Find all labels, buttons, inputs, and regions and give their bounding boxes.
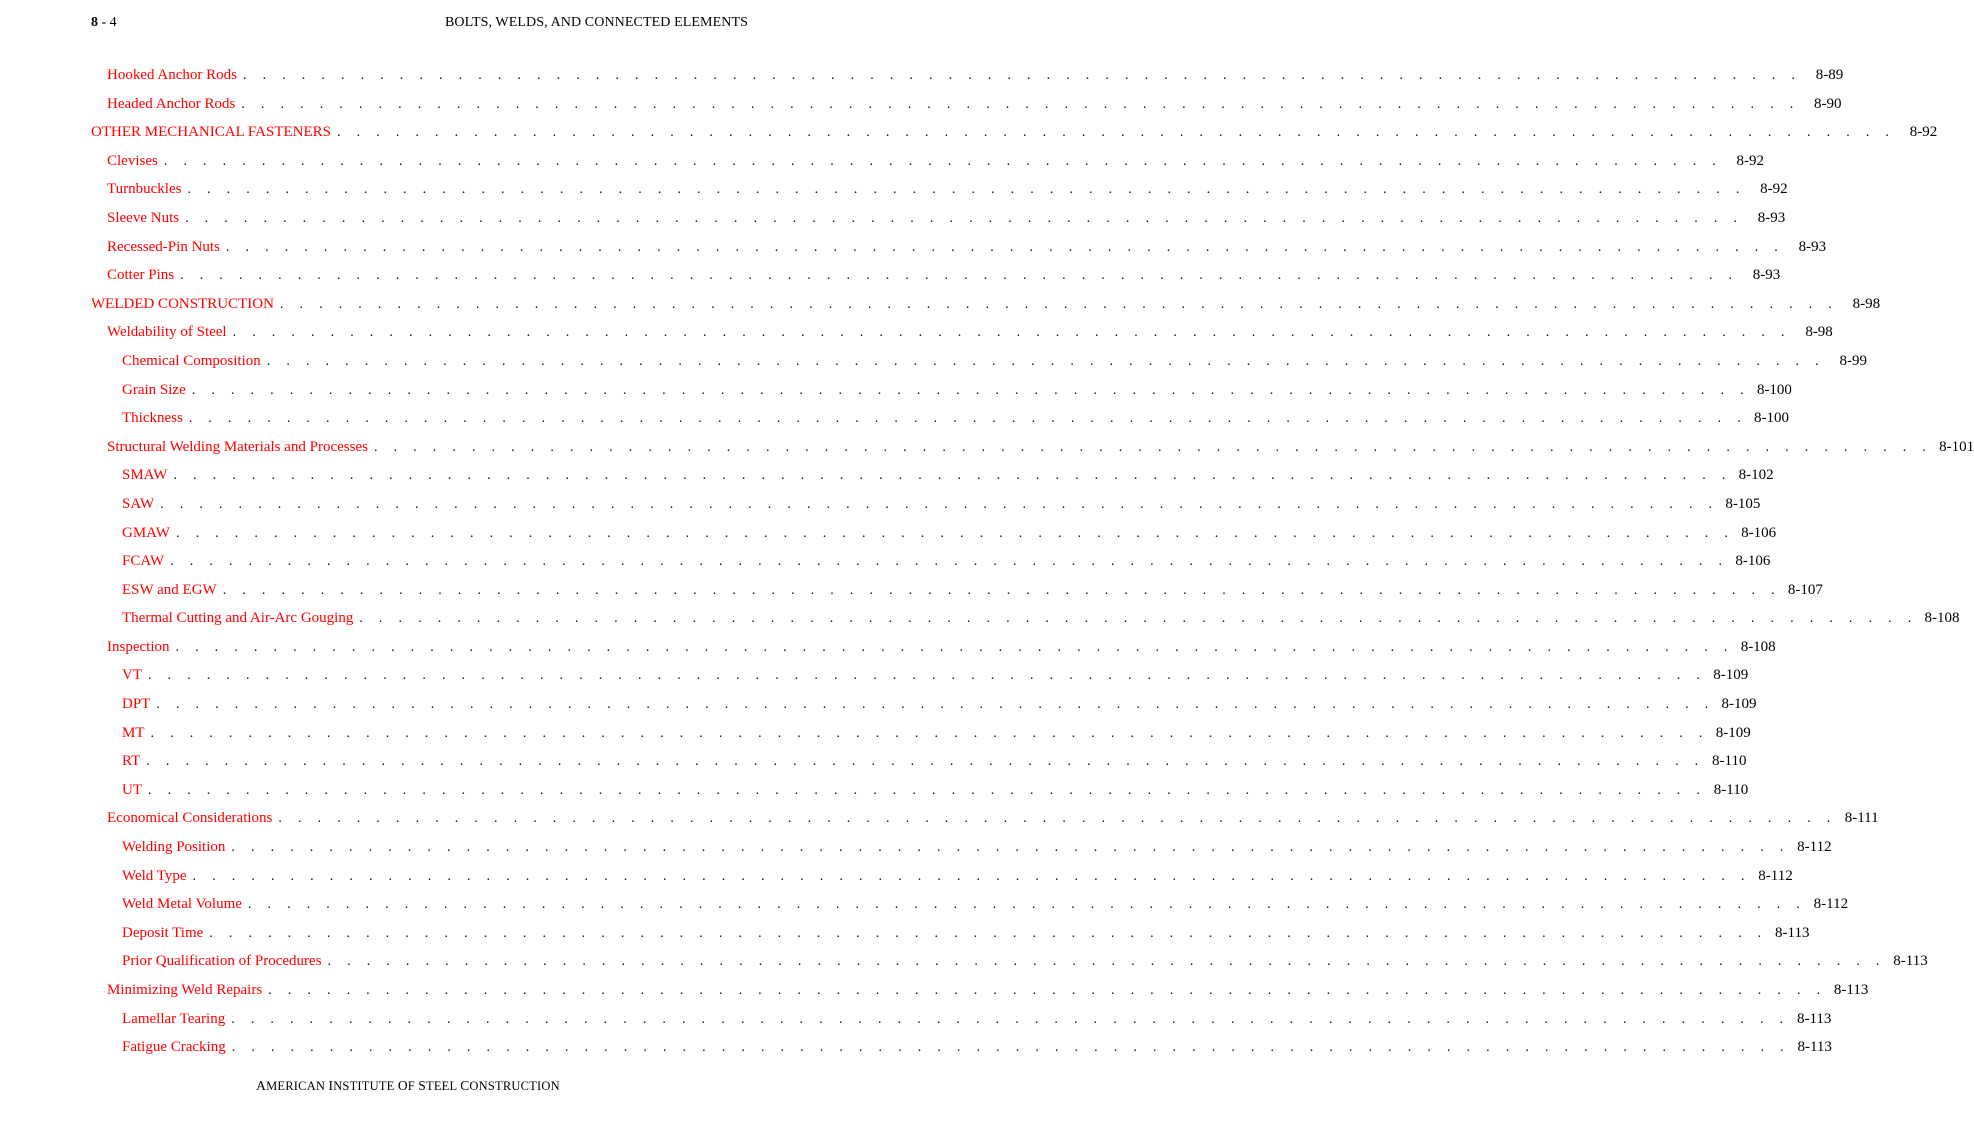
toc-entry[interactable] (91, 690, 1757, 719)
toc-entry[interactable] (91, 976, 1869, 1005)
toc-entry-link[interactable]: Recessed-Pin Nuts (107, 238, 220, 255)
toc-entry-page: 8-92 (1909, 124, 1938, 141)
toc-entry[interactable] (91, 347, 1867, 376)
toc-entry-page: 8-102 (1738, 467, 1774, 484)
table-of-contents (91, 61, 1974, 1062)
toc-entry-page: 8-106 (1741, 524, 1777, 541)
toc-entry-page: 8-109 (1713, 667, 1749, 684)
leader-dots: . . . . . . . . . . . . . . . . . . . . . . . . . . . . . . . . . . . . . . . . . . . . . . . . . . . . . . . . . . . . . . . . . . . . . . . . . . . . . . . . (231, 840, 1790, 856)
toc-entry-page: 8-108 (1924, 610, 1960, 627)
toc-entry-page: 8-99 (1839, 352, 1867, 369)
chapter-number: 8 (91, 15, 98, 30)
leader-dots: . . . . . . . . . . . . . . . . . . . . . . . . . . . . . . . . . . . . . . . . . . . . . . . . . . . . . . . . . . . . . . . . . . . . . . . . . . . . . . . . (160, 496, 1719, 512)
leader-dots: . . . . . . . . . . . . . . . . . . . . . . . . . . . . . . . . . . . . . . . . . . . . . . . . . . . . . . . . . . . . . . . . . . . . . . . . . . . . . . . . (225, 239, 1785, 255)
toc-entry-page: 8-89 (1815, 67, 1844, 83)
page-header (91, 15, 748, 37)
toc-entry-link[interactable]: UT (122, 781, 142, 798)
toc-entry-link[interactable]: Lamellar Tearing (122, 1010, 226, 1027)
toc-entry[interactable] (91, 604, 1960, 633)
toc-entry-link[interactable]: Fatigue Cracking (122, 1039, 226, 1056)
leader-dots: . . . . . . . . . . . . . . . . . . . . . . . . . . . . . . . . . . . . . . . . . . . . . . . . . . . . . . . . . . . . . . . . . . . . . . . . . . . . . . . . (175, 639, 1734, 655)
toc-entry-page: 8-100 (1754, 410, 1790, 427)
toc-entry[interactable] (91, 633, 1776, 662)
leader-dots: . . . . . . . . . . . . . . . . . . . . . . . . . . . . . . . . . . . . . . . . . . . . . . . . . . . . . . . . . . . . . . . . . . . . . . . . . . . . . . . . (268, 983, 1827, 998)
toc-entry[interactable] (91, 175, 1788, 204)
leader-dots: . . . . . . . . . . . . . . . . . . . . . . . . . . . . . . . . . . . . . . . . . . . . . . . . . . . . . . . . . . . . . . . . . . . . . . . . . . . . . . . . (170, 554, 1729, 570)
toc-entry[interactable] (91, 890, 1849, 919)
toc-entry-page: 8-108 (1740, 638, 1776, 655)
toc-entry-link[interactable]: Cotter Pins (107, 267, 175, 284)
toc-entry-page: 8-113 (1796, 1010, 1832, 1027)
toc-entry-page: 8-109 (1721, 696, 1757, 713)
toc-entry[interactable] (91, 661, 1749, 690)
toc-entry-page: 8-113 (1775, 924, 1810, 941)
toc-entry-link[interactable]: ESW and EGW (122, 581, 217, 598)
toc-entry-link[interactable]: Structural Welding Materials and Processes (107, 438, 368, 455)
toc-entry[interactable] (91, 547, 1771, 576)
toc-entry-link[interactable]: WELDED CONSTRUCTION (91, 295, 274, 312)
toc-entry-link[interactable]: Hooked Anchor Rods (107, 67, 237, 83)
running-title: BOLTS, WELDS, AND CONNECTED ELEMENTS (444, 15, 748, 30)
toc-entry-link[interactable]: VT (122, 667, 142, 684)
leader-dots: . . . . . . . . . . . . . . . . . . . . . . . . . . . . . . . . . . . . . . . . . . . . . . . . . . . . . . . . . . . . . . . . . . . . . . . . . . . . . . . . (156, 697, 1715, 713)
toc-entry[interactable] (91, 147, 1765, 176)
toc-entry-link[interactable]: Headed Anchor Rods (107, 95, 236, 112)
toc-entry-page: 8-98 (1852, 295, 1881, 312)
leader-dots: . . . . . . . . . . . . . . . . . . . . . . . . . . . . . . . . . . . . . . . . . . . . . . . . . . . . . . . . . . . . . . . . . . . . . . . . . . . . . . . . (185, 210, 1744, 226)
toc-entry-link[interactable]: Grain Size (122, 381, 186, 398)
toc-entry[interactable] (91, 519, 1777, 548)
toc-entry[interactable] (91, 318, 1833, 347)
toc-entry-link[interactable]: Weld Metal Volume (122, 896, 242, 913)
toc-entry-page: 8-113 (1833, 982, 1869, 998)
toc-entry[interactable] (91, 1033, 1832, 1062)
toc-entry[interactable] (91, 61, 1844, 90)
leader-dots: . . . . . . . . . . . . . . . . . . . . . . . . . . . . . . . . . . . . . . . . . . . . . . . . . . . . . . . . . . . . . . . . . . . . . . . . . . . . . . . . (173, 468, 1732, 484)
leader-dots: . . . . . . . . . . . . . . . . . . . . . . . . . . . . . . . . . . . . . . . . . . . . . . . . . . . . . . . . . . . . . . . . . . . . . . . . . . . . . . . . (163, 153, 1723, 169)
leader-dots: . . . . . . . . . . . . . . . . . . . . . . . . . . . . . . . . . . . . . . . . . . . . . . . . . . . . . . . . . . . . . . . . . . . . . . . . . . . . . . . . (327, 954, 1886, 970)
toc-entry-link[interactable]: Sleeve Nuts (107, 209, 180, 226)
toc-entry[interactable] (91, 118, 1938, 147)
leader-dots: . . . . . . . . . . . . . . . . . . . . . . . . . . . . . . . . . . . . . . . . . . . . . . . . . . . . . . . . . . . . . . . . . . . . . . . . . . . . . . . . (247, 897, 1807, 913)
toc-entry[interactable] (91, 747, 1747, 776)
toc-entry-page: 8-113 (1893, 953, 1928, 970)
toc-entry-page: 8-112 (1758, 867, 1793, 884)
toc-entry[interactable] (91, 804, 1879, 833)
toc-entry-page: 8-113 (1797, 1039, 1832, 1056)
toc-entry-page: 8-106 (1735, 553, 1771, 570)
toc-entry-page: 8-105 (1725, 495, 1761, 512)
leader-dots: . . . . . . . . . . . . . . . . . . . . . . . . . . . . . . . . . . . . . . . . . . . . . . . . . . . . . . . . . . . . . . . . . . . . . . . . . . . . . . . . (359, 611, 1918, 627)
toc-entry-link[interactable]: Minimizing Weld Repairs (107, 982, 263, 998)
leader-dots: . . . . . . . . . . . . . . . . . . . . . . . . . . . . . . . . . . . . . . . . . . . . . . . . . . . . . . . . . . . . . . . . . . . . . . . . . . . . . . . . (175, 525, 1735, 541)
toc-entry-page: 8-90 (1814, 95, 1842, 112)
toc-entry-link[interactable]: Chemical Composition (122, 352, 261, 369)
leader-dots: . . . . . . . . . . . . . . . . . . . . . . . . . . . . . . . . . . . . . . . . . . . . . . . . . . . . . . . . . . . . . . . . . . . . . . . . . . . . . . . . (188, 411, 1748, 427)
leader-dots: . . . . . . . . . . . . . . . . . . . . . . . . . . . . . . . . . . . . . . . . . . . . . . . . . . . . . . . . . . . . . . . . . . . . . . . . . . . . . . . . (241, 96, 1800, 112)
toc-entry-link[interactable]: Inspection (107, 638, 170, 655)
leader-dots: . . . . . . . . . . . . . . . . . . . . . . . . . . . . . . . . . . . . . . . . . . . . . . . . . . . . . . . . . . . . . . . . . . . . . . . . . . . . . . . . (146, 754, 1705, 770)
toc-entry-page: 8-101 (1939, 438, 1974, 455)
toc-entry-link[interactable]: OTHER MECHANICAL FASTENERS (91, 124, 332, 141)
toc-entry-page: 8-92 (1760, 181, 1788, 198)
toc-entry-link[interactable]: Weldability of Steel (107, 324, 227, 341)
leader-dots: . . . . . . . . . . . . . . . . . . . . . . . . . . . . . . . . . . . . . . . . . . . . . . . . . . . . . . . . . . . . . . . . . . . . . . . . . . . . . . . . (232, 325, 1791, 341)
page-number-value: 4 (109, 15, 117, 30)
toc-entry[interactable] (91, 719, 1751, 748)
toc-entry-page: 8-109 (1715, 724, 1751, 741)
toc-entry[interactable] (91, 376, 1792, 405)
toc-entry-page: 8-92 (1736, 152, 1765, 169)
leader-dots: . . . . . . . . . . . . . . . . . . . . . . . . . . . . . . . . . . . . . . . . . . . . . . . . . . . . . . . . . . . . . . . . . . . . . . . . . . . . . . . . (191, 382, 1750, 398)
toc-entry-page: 8-111 (1844, 810, 1879, 827)
publisher-name: AMERICAN INSTITUTE OF STEEL CONSTRUCTION (256, 1078, 560, 1093)
leader-dots: . . . . . . . . . . . . . . . . . . . . . . . . . . . . . . . . . . . . . . . . . . . . . . . . . . . . . . . . . . . . . . . . . . . . . . . . . . . . . . . . (243, 68, 1802, 83)
toc-entry-page: 8-100 (1756, 381, 1792, 398)
toc-entry-link[interactable]: Turnbuckles (107, 181, 182, 198)
leader-dots: . . . . . . . . . . . . . . . . . . . . . . . . . . . . . . . . . . . . . . . . . . . . . . . . . . . . . . . . . . . . . . . . . . . . . . . . . . . . . . . . (192, 868, 1751, 884)
toc-entry-page: 8-112 (1797, 839, 1832, 856)
toc-entry[interactable] (91, 919, 1810, 948)
leader-dots: . . . . . . . . . . . . . . . . . . . . . . . . . . . . . . . . . . . . . . . . . . . . . . . . . . . . . . . . . . . . . . . . . . . . . . . . . . . . . . . . (180, 268, 1739, 284)
toc-entry-link[interactable]: DPT (122, 696, 151, 713)
toc-entry-link[interactable]: FCAW (122, 553, 165, 570)
page-number (91, 15, 117, 31)
toc-entry[interactable] (91, 261, 1781, 290)
leader-dots: . . . . . . . . . . . . . . . . . . . . . . . . . . . . . . . . . . . . . . . . . . . . . . . . . . . . . . . . . . . . . . . . . . . . . . . . . . . . . . . . (222, 582, 1781, 598)
toc-entry-page: 8-93 (1798, 238, 1827, 255)
toc-entry-link[interactable]: Thermal Cutting and Air-Arc Gouging (122, 610, 354, 627)
toc-entry-link[interactable]: Clevises (107, 152, 158, 169)
page-footer (0, 1078, 816, 1094)
toc-entry-link[interactable]: GMAW (122, 524, 170, 541)
toc-entry-page: 8-110 (1713, 781, 1749, 798)
toc-entry-link[interactable]: SMAW (122, 467, 168, 484)
leader-dots: . . . . . . . . . . . . . . . . . . . . . . . . . . . . . . . . . . . . . . . . . . . . . . . . . . . . . . . . . . . . . . . . . . . . . . . . . . . . . . . . (231, 1011, 1790, 1027)
leader-dots: . . . . . . . . . . . . . . . . . . . . . . . . . . . . . . . . . . . . . . . . . . . . . . . . . . . . . . . . . . . . . . . . . . . . . . . . . . . . . . . . (266, 353, 1825, 369)
leader-dots: . . . . . . . . . . . . . . . . . . . . . . . . . . . . . . . . . . . . . . . . . . . . . . . . . . . . . . . . . . . . . . . . . . . . . . . . . . . . . . . . (150, 725, 1709, 741)
toc-entry[interactable] (91, 776, 1749, 805)
toc-entry-link[interactable]: Thickness (122, 410, 183, 427)
page-separator: - (98, 15, 110, 30)
toc-entry[interactable] (91, 862, 1793, 891)
leader-dots: . . . . . . . . . . . . . . . . . . . . . . . . . . . . . . . . . . . . . . . . . . . . . . . . . . . . . . . . . . . . . . . . . . . . . . . . . . . . . . . . (278, 811, 1837, 827)
toc-entry-page: 8-98 (1805, 324, 1833, 341)
toc-entry[interactable] (91, 433, 1974, 462)
toc-entry[interactable] (91, 947, 1928, 976)
toc-entry[interactable] (91, 290, 1881, 319)
toc-entry[interactable] (91, 1005, 1832, 1034)
toc-entry[interactable] (91, 833, 1832, 862)
toc-entry[interactable] (91, 233, 1827, 262)
toc-entry[interactable] (91, 490, 1761, 519)
toc-entry-page: 8-107 (1787, 581, 1823, 598)
toc-entry-page: 8-93 (1752, 267, 1781, 284)
toc-entry-link[interactable]: Economical Considerations (107, 810, 273, 827)
toc-entry-page: 8-112 (1813, 896, 1849, 913)
leader-dots: . . . . . . . . . . . . . . . . . . . . . . . . . . . . . . . . . . . . . . . . . . . . . . . . . . . . . . . . . . . . . . . . . . . . . . . . . . . . . . . . (279, 296, 1839, 312)
toc-entry[interactable] (91, 90, 1842, 119)
toc-entry-link[interactable]: Welding Position (122, 839, 226, 856)
toc-entry[interactable] (91, 404, 1790, 433)
toc-entry-link[interactable]: Deposit Time (122, 924, 204, 941)
toc-entry-link[interactable]: SAW (122, 495, 155, 512)
leader-dots: . . . . . . . . . . . . . . . . . . . . . . . . . . . . . . . . . . . . . . . . . . . . . . . . . . . . . . . . . . . . . . . . . . . . . . . . . . . . . . . . (373, 439, 1933, 455)
toc-entry[interactable] (91, 461, 1774, 490)
toc-entry-link[interactable]: RT (122, 753, 141, 770)
toc-entry-link[interactable]: Weld Type (122, 867, 187, 884)
toc-entry[interactable] (91, 204, 1786, 233)
toc-entry-page: 8-93 (1757, 209, 1786, 226)
leader-dots: . . . . . . . . . . . . . . . . . . . . . . . . . . . . . . . . . . . . . . . . . . . . . . . . . . . . . . . . . . . . . . . . . . . . . . . . . . . . . . . . (148, 668, 1707, 684)
leader-dots: . . . . . . . . . . . . . . . . . . . . . . . . . . . . . . . . . . . . . . . . . . . . . . . . . . . . . . . . . . . . . . . . . . . . . . . . . . . . . . . . (187, 182, 1746, 198)
leader-dots: . . . . . . . . . . . . . . . . . . . . . . . . . . . . . . . . . . . . . . . . . . . . . . . . . . . . . . . . . . . . . . . . . . . . . . . . . . . . . . . . (337, 125, 1896, 141)
leader-dots: . . . . . . . . . . . . . . . . . . . . . . . . . . . . . . . . . . . . . . . . . . . . . . . . . . . . . . . . . . . . . . . . . . . . . . . . . . . . . . . . (231, 1040, 1790, 1056)
toc-entry-page: 8-110 (1712, 753, 1747, 770)
toc-entry[interactable] (91, 576, 1823, 605)
leader-dots: . . . . . . . . . . . . . . . . . . . . . . . . . . . . . . . . . . . . . . . . . . . . . . . . . . . . . . . . . . . . . . . . . . . . . . . . . . . . . . . . (209, 925, 1768, 941)
leader-dots: . . . . . . . . . . . . . . . . . . . . . . . . . . . . . . . . . . . . . . . . . . . . . . . . . . . . . . . . . . . . . . . . . . . . . . . . . . . . . . . . (148, 782, 1707, 798)
toc-entry-link[interactable]: MT (122, 724, 145, 741)
toc-entry-link[interactable]: Prior Qualification of Procedures (122, 953, 322, 970)
